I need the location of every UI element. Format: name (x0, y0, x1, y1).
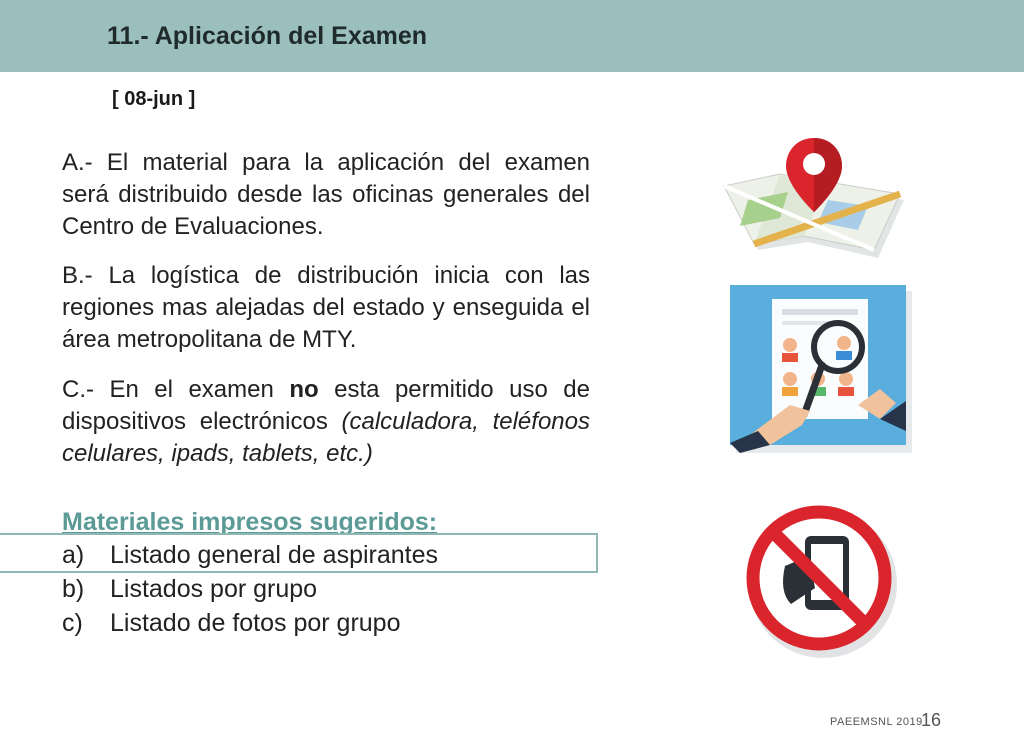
materials-title: Materiales impresos sugeridos: (62, 508, 438, 536)
list-item: b) Listados por grupo (62, 575, 318, 603)
page-title (107, 22, 427, 51)
materials-list (62, 538, 438, 640)
paragraph-b: B.- La logística de distribución inicia con las regiones mas alejadas del estado y enseguida el área metropolitana de MTY. (62, 262, 591, 353)
section-number: 11 (107, 22, 134, 50)
magnifier-search-icon (730, 285, 912, 453)
footer-label: PAEEMSNL 2019 (830, 716, 923, 728)
paragraph-c: C.- En el examen no esta permitido uso de dispositivos electrónicos (calculadora, teléfonos celulares, ipads, tablets, etc.) (62, 376, 590, 467)
no-phone-icon (735, 500, 905, 660)
map-pin-icon (718, 130, 918, 260)
list-item: a) Listado general de aspirantes (62, 541, 439, 569)
page-number: 16 (921, 710, 942, 730)
date-label: [ 08-jun ] (112, 88, 196, 110)
paragraph-a: A.- El material para la aplicación del examen será distribuido desde las oficinas generales del Centro de Evaluaciones. (62, 149, 591, 240)
list-item: c) Listado de fotos por grupo (62, 609, 401, 637)
section-title: .- Aplicación del Examen (133, 22, 428, 50)
